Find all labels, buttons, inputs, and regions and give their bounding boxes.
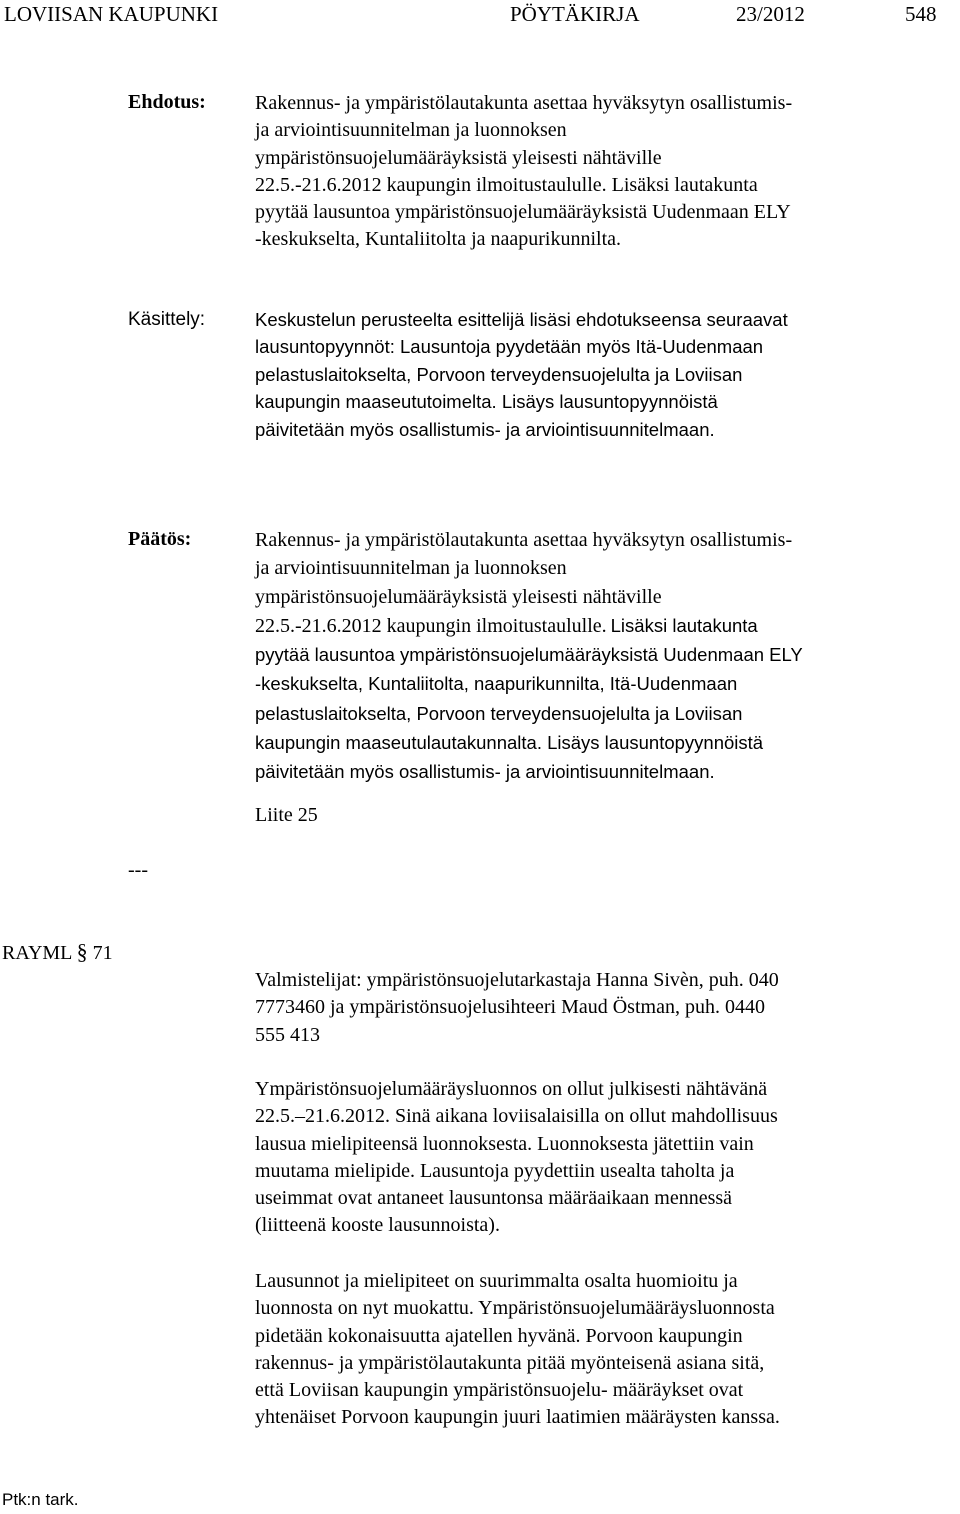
section-paragraph-1: Ympäristönsuojelumääräysluonnos on ollut julkisesti nähtävänä 22.5.–21.6.2012. Sinä aikana loviisalaisilla on ollut mahdollisuus lausua mielipiteensä luonnoksesta. Luonnoksesta jätettiin vain muutama mielipide. Lausuntoja pyydettiin usealta taholta ja useimmat ovat antaneet lausuntonsa määräaikaan mennessä (liitteenä kooste lausunnoista).: [255, 1078, 778, 1237]
paatos-text-serif: Rakennus- ja ympäristölautakunta asettaa hyväksytyn osallistumis- ja arviointisuunnitelman ja luonnoksen ympäristönsuojelumääräyksistä yleisesti nähtäville 22.5.-21.6.2012 kaupungin ilmoitustaululle.: [255, 529, 793, 637]
page-number: 548: [905, 2, 937, 26]
paatos-label: Päätös:: [128, 528, 192, 550]
ehdotus-label: Ehdotus:: [128, 91, 206, 113]
kasittely-text: Keskustelun perusteelta esittelijä lisäsi ehdotukseensa seuraavat lausuntopyynnöt: Lausuntoja pyydetään myös Itä-Uudenmaan pelastuslaitokselta, Porvoon terveydensuojelulta ja Loviisan kaupungin maaseututoimelta. Lisäys lausuntopyynnöistä päivitetään myös osallistumis- ja arviointisuunnitelmaan.: [255, 309, 788, 440]
paragraph-sign: §: [76, 939, 88, 964]
preparers-text: Valmistelijat: ympäristönsuojelutarkastaja Hanna Sivèn, puh. 040 7773460 ja ympäristönsuojelusihteeri Maud Östman, puh. 0440 555 413: [255, 969, 779, 1046]
paatos-text: [255, 527, 915, 788]
section-reference: [2, 938, 113, 967]
document-type: PÖYTÄKIRJA: [510, 2, 640, 26]
issue-number: 23/2012: [736, 2, 805, 26]
organization-name: LOVIISAN KAUPUNKI: [4, 2, 219, 26]
paragraph-number: 71: [92, 942, 113, 964]
separator: ---: [128, 859, 148, 881]
attachment-reference: Liite 25: [255, 804, 318, 826]
initials-label: Ptk:n tark.: [2, 1490, 79, 1509]
ehdotus-text: Rakennus- ja ympäristölautakunta asettaa hyväksytyn osallistumis- ja arviointisuunnitelman ja luonnoksen ympäristönsuojelumääräyksistä yleisesti nähtäville 22.5.-21.6.2012 kaupungin ilmoitustaululle. Lisäksi lautakunta pyytää lausuntoa ympäristönsuojelumääräyksistä Uudenmaan ELY -keskukselta, Kuntaliitolta ja naapurikunnilta.: [255, 92, 793, 251]
section-paragraph-2: Lausunnot ja mielipiteet on suurimmalta osalta huomioitu ja luonnosta on nyt muokattu. Ympäristönsuojelumääräysluonnosta pidetään kokonaisuutta ajatellen hyvänä. Porvoon kaupungin rakennus- ja ympäristölautakunta pitää myönteisenä asiana sitä, että Loviisan kaupungin ympäristönsuojelu- määräykset ovat yhtenäiset Porvoon kaupungin juuri laatimien määräysten kanssa.: [255, 1270, 780, 1429]
kasittely-label: Käsittely:: [128, 309, 206, 330]
law-reference: RAYML: [2, 942, 72, 964]
paatos-text-sans: Lisäksi lautakunta pyytää lausuntoa ympäristönsuojelumääräyksistä Uudenmaan ELY -keskukselta, Kuntaliitolta, naapurikunnilta, Itä-Uudenmaan pelastuslaitokselta, Porvoon terveydensuojelulta ja Loviisan kaupungin maaseutulautakunnalta. Lisäys lausuntopyynnöistä päivitetään myös osallistumis- ja arviointisuunnitelmaan.: [255, 614, 803, 783]
